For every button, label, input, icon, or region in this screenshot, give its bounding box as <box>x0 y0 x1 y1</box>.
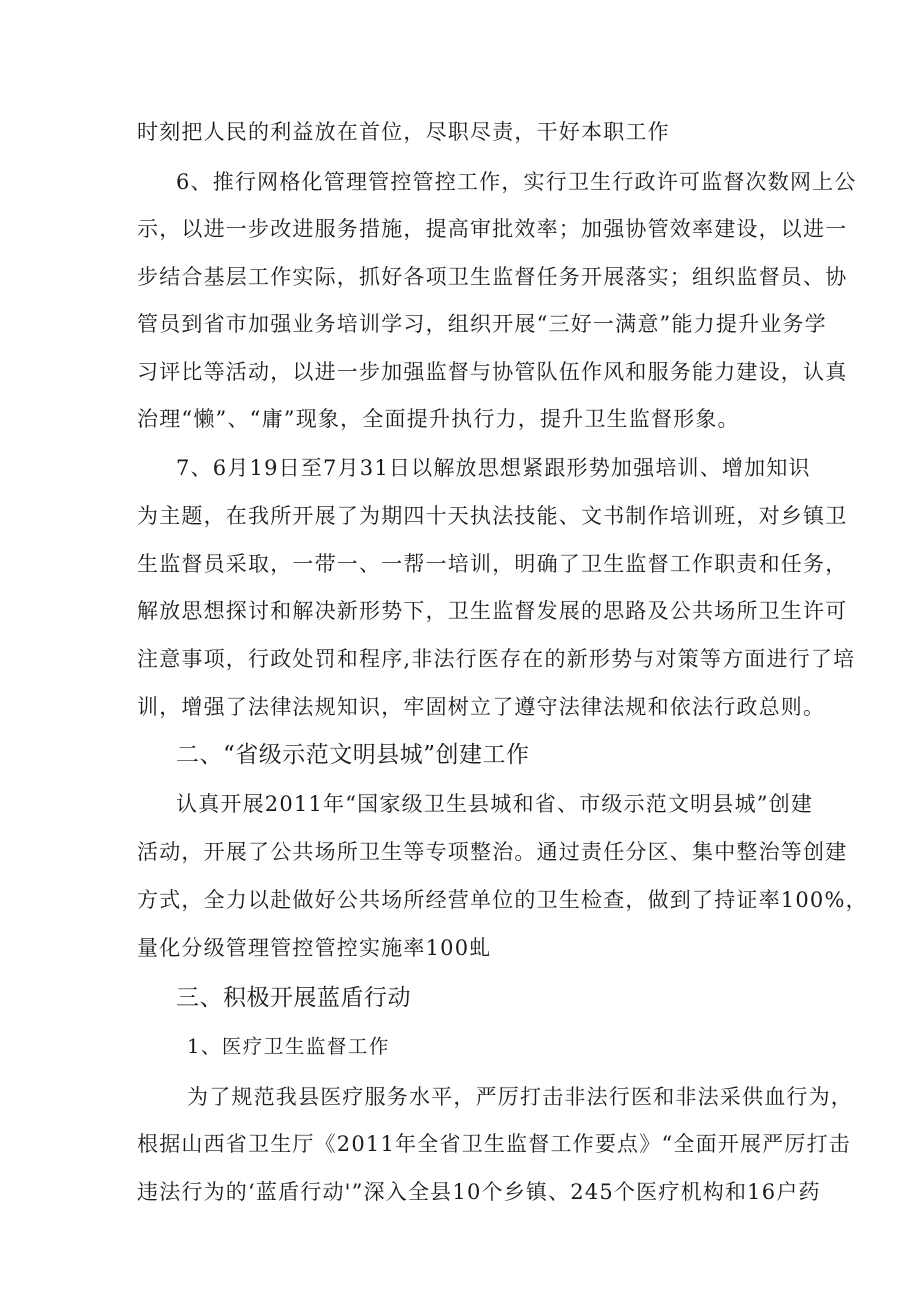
text-line: 违法行为的‘蓝盾行动'”深入全县10个乡镇、245个医疗机构和16户药 <box>137 1180 821 1204</box>
text-line: 管员到省市加强业务培训学习，组织开展“三好一满意”能力提升业务学 <box>137 312 827 336</box>
section-heading: 二、“省级示范文明县城”创建工作 <box>176 742 530 768</box>
text-line: 活动，开展了公共场所卫生等专项整治。通过责任分区、集中整治等创建 <box>137 840 848 864</box>
text-line: 治理“懒”、“庸”现象，全面提升执行力，提升卫生监督形象。 <box>137 407 740 431</box>
text-line: 时刻把人民的利益放在首位，尽职尽责，干好本职工作 <box>137 120 670 144</box>
subsection-heading: 1、医疗卫生监督工作 <box>187 1035 390 1058</box>
section-heading: 三、积极开展蓝盾行动 <box>176 985 411 1011</box>
text-line: 生监督员采取，一带一、一帮一培训，明确了卫生监督工作职责和任务， <box>137 552 848 576</box>
text-line: 步结合基层工作实际，抓好各项卫生监督任务开展落实；组织监督员、协 <box>137 265 848 289</box>
text-line: 6、推行网格化管理管控管控工作，实行卫生行政许可监督次数网上公 <box>176 170 857 194</box>
text-line: 习评比等活动，以进一步加强监督与协管队伍作风和服务能力建设，认真 <box>137 360 848 384</box>
text-line: 训，增强了法律法规知识，牢固树立了遵守法律法规和依法行政总则。 <box>137 695 826 719</box>
text-line: 为了规范我县医疗服务水平，严厉打击非法行医和非法采供血行为， <box>187 1085 853 1109</box>
text-line: 注意事项，行政处罚和程序,非法行医存在的新形势与对策等方面进行了培 <box>137 647 856 671</box>
text-line: 解放思想探讨和解决新形势下，卫生监督发展的思路及公共场所卫生许可 <box>137 599 848 623</box>
text-line: 根据山西省卫生厅《2011年全省卫生监督工作要点》“全面开展严厉打击 <box>137 1132 851 1156</box>
text-line: 认真开展2011年“国家级卫生县城和省、市级示范文明县城”创建 <box>176 792 814 816</box>
text-line: 量化分级管理管控管控实施率100虬 <box>137 936 492 960</box>
text-line: 示，以进一步改进服务措施，提高审批效率；加强协管效率建设，以进一 <box>137 217 848 241</box>
text-line: 方式，全力以赴做好公共场所经营单位的卫生检查，做到了持证率100%， <box>137 888 868 912</box>
text-line: 为主题，在我所开展了为期四十天执法技能、文书制作培训班，对乡镇卫 <box>137 504 848 528</box>
text-line: 7、6月19日至7月31日以解放思想紧跟形势加强培训、增加知识 <box>176 456 811 480</box>
